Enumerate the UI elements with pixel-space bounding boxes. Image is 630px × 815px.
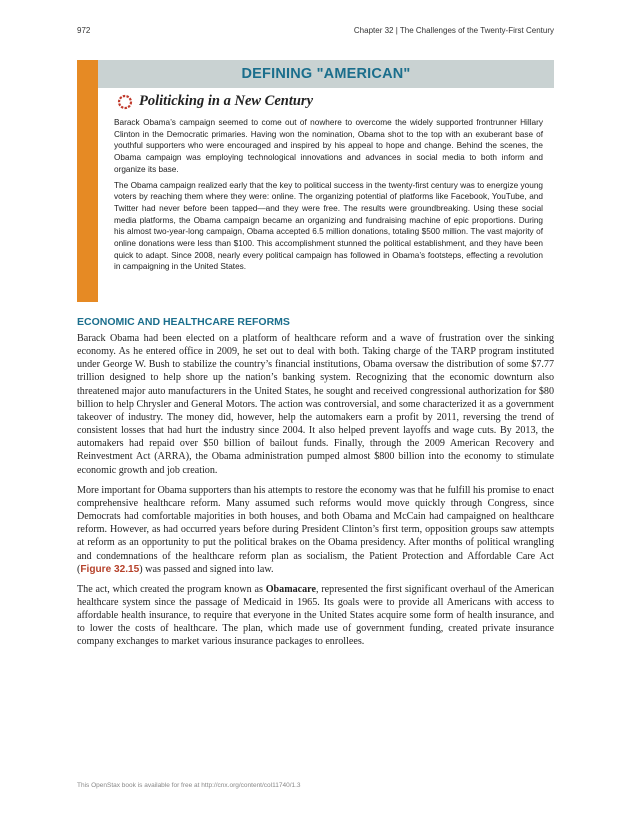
page-number: 972 xyxy=(77,26,91,35)
body-text-segment: More important for Obama supporters than his attempts to restore the economy was that he fulfill his promise to enact comprehensive healthcare reform. Many assumed such reforms would move quickly through Congress, since Democrats had comfortable majorities in both houses, and both Obama and McCain had campaigned on healthcare reform. However, as had occurred years before during President Clinton’s first term, opposition groups saw attempts at reform as an opportunity to put the political brakes on the Obama presidency. After months of political wrangling and condemnations of the healthcare reform plan as socialism, the Patient Protection and Affordable Care Act ( xyxy=(77,484,554,575)
key-term-obamacare: Obamacare xyxy=(265,583,316,595)
body-paragraph: Barack Obama had been elected on a platform of healthcare reform and a wave of frustration over the sinking economy. As he entered office in 2009, he set out to deal with both. Taking charge of the TARP program instituted under George W. Bush to stabilize the country’s financial institutions, Obama oversaw the distribution of some $7.77 trillion designed to help shore up the nation’s banking system. Recognizing that the economic downturn also threatened major auto manufacturers in the United States, he sought and received congressional authorization for $80 billion to help Chrysler and General Motors. The action was controversial, and some characterized it as a government takeover of industry. The money did, however, help the automakers earn a profit by 2011, reversing the trend of consistent losses that had hurt the industry since 2004. It also helped prevent layoffs and wage cuts. By 2013, the automakers had repaid over $50 billion of bailout funds. Finally, through the 2009 American Recovery and Reinvestment Act (ARRA), the Obama administration pumped almost $800 billion into the economy to stimulate economic growth and job creation. xyxy=(77,333,554,476)
page-footer: This OpenStax book is available for free at http://cnx.org/content/col11740/1.3 xyxy=(77,782,301,789)
defining-american-feature-box xyxy=(77,60,554,302)
body-paragraph xyxy=(77,583,554,649)
feature-accent-bar xyxy=(77,60,98,302)
main-body-text xyxy=(77,332,554,656)
feature-banner-title: DEFINING "AMERICAN" xyxy=(241,66,411,82)
chapter-header: Chapter 32 | The Challenges of the Twenty-First Century xyxy=(353,26,554,35)
body-text-segment: , represented the first significant overhaul of the American healthcare system since the passage of Medicaid in 1965. Its goals were to provide all Americans with access to affordable health insurance, to require that everyone in the United States acquire some form of health insurance, and to lower the costs of healthcare. The plan, which made use of government funding, created private insurance company exchanges to market various insurance packages to enrollees. xyxy=(77,583,554,648)
feature-body xyxy=(114,117,543,277)
feature-subtitle xyxy=(117,93,313,110)
figure-32-15-link[interactable]: Figure 32.15 xyxy=(80,563,140,575)
compass-star-icon xyxy=(117,94,133,110)
feature-subtitle-text: Politicking in a New Century xyxy=(139,93,314,109)
section-heading: ECONOMIC AND HEALTHCARE REFORMS xyxy=(77,316,290,328)
feature-paragraph: The Obama campaign realized early that the key to political success in the twenty-first century was to energize young voters by reaching them where they were: online. The organizing potential of platforms like Facebook, YouTube, and Twitter had never before been tapped—and they were free. The results were groundbreaking. Using these social media platforms, the Obama campaign became an organizing and fundraising machine of epic proportions. During his almost two-year-long campaign, Obama accepted 6.5 million donations, totaling $500 million. The vast majority of online donations were less than $100. This accomplishment stunned the political establishment, and they have been quick to adapt. Since 2008, nearly every political campaign has followed in Obama’s footsteps, effecting a revolution in campaigning in the United States. xyxy=(114,180,543,272)
feature-paragraph: Barack Obama’s campaign seemed to come out of nowhere to overcome the widely supported frontrunner Hillary Clinton in the Democratic primaries. Having won the nomination, Obama shot to the top with an exuberant base of youthful supporters who were encouraged and inspired by his appeal to hope and change. Behind the scenes, the Obama campaign was employing technological innovations and advances in social media to both inform and organize its base. xyxy=(114,118,543,174)
body-text-segment: ) was passed and signed into law. xyxy=(139,563,274,575)
body-text-segment: The act, which created the program known as xyxy=(77,583,266,595)
body-paragraph xyxy=(77,484,554,576)
feature-banner xyxy=(98,60,554,88)
